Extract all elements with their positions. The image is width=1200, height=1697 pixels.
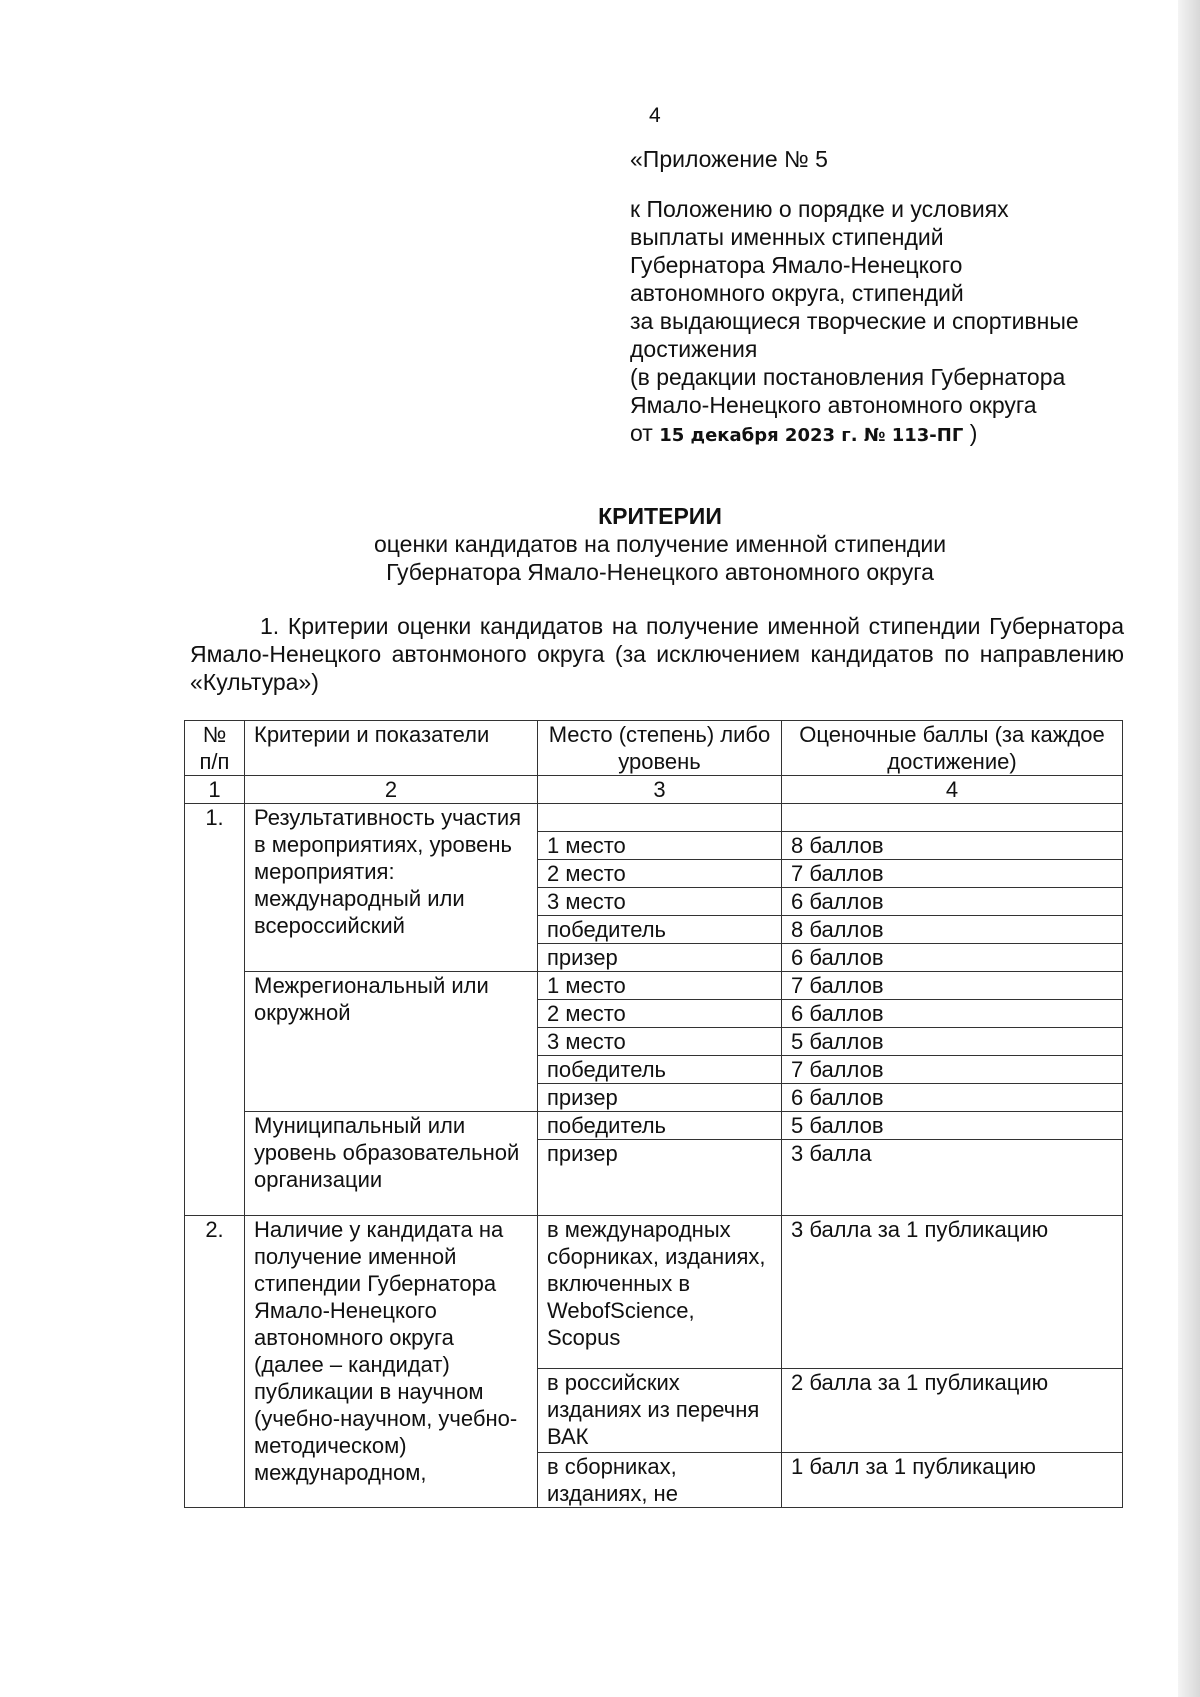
- table-header-row: [185, 721, 1123, 776]
- place-cell: призер: [538, 944, 782, 972]
- place-cell: 1 место: [538, 972, 782, 1000]
- table-row: [185, 1216, 1123, 1369]
- appendix-line: за выдающиеся творческие и спортивные: [630, 308, 1079, 334]
- points-cell: 6 баллов: [782, 1084, 1123, 1112]
- place-cell: 3 место: [538, 1028, 782, 1056]
- points-cell: 7 баллов: [782, 1056, 1123, 1084]
- appendix-line: достижения: [630, 336, 758, 362]
- appendix-line: к Положению о порядке и условиях: [630, 196, 1009, 222]
- table-row: [185, 804, 1123, 832]
- place-cell: победитель: [538, 1112, 782, 1140]
- column-number-row: [185, 776, 1123, 804]
- points-cell: 6 баллов: [782, 888, 1123, 916]
- criterion-cell: Муниципальный или уровень образовательной организации: [245, 1112, 538, 1216]
- points-cell: 5 баллов: [782, 1028, 1123, 1056]
- appendix-line: (в редакции постановления Губернатора: [630, 364, 1066, 390]
- header-cell: Оценочные баллы (за каждое достижение): [782, 721, 1123, 776]
- place-cell: 2 место: [538, 1000, 782, 1028]
- place-cell: 2 место: [538, 860, 782, 888]
- header-cell: Критерии и показатели: [245, 721, 538, 776]
- header-cell: № п/п: [185, 721, 245, 776]
- points-cell: 3 балла за 1 публикацию: [782, 1216, 1123, 1369]
- intro-paragraph: 1. Критерии оценки кандидатов на получение именной стипендии Губернатора Ямало-Ненецкого автонмоного округа (за исключением кандидатов по направлению «Культура»): [190, 613, 1124, 695]
- place-cell: призер: [538, 1084, 782, 1112]
- row-number: 2.: [185, 1216, 245, 1508]
- page-number: 4: [649, 104, 661, 127]
- table-row: [185, 972, 1123, 1000]
- column-number: 1: [185, 776, 245, 804]
- place-cell: 3 место: [538, 888, 782, 916]
- criterion-cell: Наличие у кандидата на получение именной стипендии Губернатора Ямало-Ненецкого автономного округа (далее – кандидат) публикации в научном (учебно-научном, учебно-методическом) международном,: [245, 1216, 538, 1508]
- appendix-reference: [630, 419, 1150, 450]
- place-cell: победитель: [538, 916, 782, 944]
- column-number: 4: [782, 776, 1123, 804]
- document-heading: [190, 502, 1130, 586]
- appendix-title: «Приложение № 5: [630, 146, 828, 172]
- appendix-line: Ямало-Ненецкого автономного округа: [630, 392, 1037, 418]
- points-cell: 6 баллов: [782, 944, 1123, 972]
- appendix-line: выплаты именных стипендий: [630, 224, 944, 250]
- points-cell: 6 баллов: [782, 1000, 1123, 1028]
- criteria-table: [184, 720, 1123, 1508]
- points-cell: 2 балла за 1 публикацию: [782, 1369, 1123, 1453]
- points-cell: 8 баллов: [782, 832, 1123, 860]
- place-cell: в международных сборниках, изданиях, включенных в WebofScience, Scopus: [538, 1216, 782, 1369]
- points-cell: 7 баллов: [782, 972, 1123, 1000]
- criterion-cell: Межрегиональный или окружной: [245, 972, 538, 1112]
- appendix-block: [630, 145, 1150, 450]
- place-cell: [538, 804, 782, 832]
- place-cell: в российских изданиях из перечня ВАК: [538, 1369, 782, 1453]
- heading-subtitle: Губернатора Ямало-Ненецкого автономного округа: [386, 559, 934, 585]
- header-cell: Место (степень) либо уровень: [538, 721, 782, 776]
- reference-prefix: от: [630, 420, 653, 446]
- row-number: 1.: [185, 804, 245, 1216]
- reference-suffix: ): [969, 420, 978, 446]
- appendix-line: автономного округа, стипендий: [630, 280, 964, 306]
- table-row: [185, 1112, 1123, 1140]
- place-cell: в сборниках, изданиях, не: [538, 1453, 782, 1508]
- points-cell: 1 балл за 1 публикацию: [782, 1453, 1123, 1508]
- heading-title: КРИТЕРИИ: [598, 503, 722, 529]
- heading-subtitle: оценки кандидатов на получение именной стипендии: [373, 531, 947, 557]
- place-cell: 1 место: [538, 832, 782, 860]
- place-cell: призер: [538, 1140, 782, 1216]
- appendix-line: Губернатора Ямало-Ненецкого: [630, 252, 963, 278]
- points-cell: 8 баллов: [782, 916, 1123, 944]
- points-cell: [782, 804, 1123, 832]
- column-number: 3: [538, 776, 782, 804]
- reference-stamp: 15 декабря 2023 г. № 113-ПГ: [659, 425, 964, 446]
- place-cell: победитель: [538, 1056, 782, 1084]
- scan-edge: [1178, 0, 1200, 1697]
- points-cell: 3 балла: [782, 1140, 1123, 1216]
- points-cell: 7 баллов: [782, 860, 1123, 888]
- column-number: 2: [245, 776, 538, 804]
- points-cell: 5 баллов: [782, 1112, 1123, 1140]
- criterion-cell: Результативность участия в мероприятиях, уровень мероприятия: международный или всероссийский: [245, 804, 538, 972]
